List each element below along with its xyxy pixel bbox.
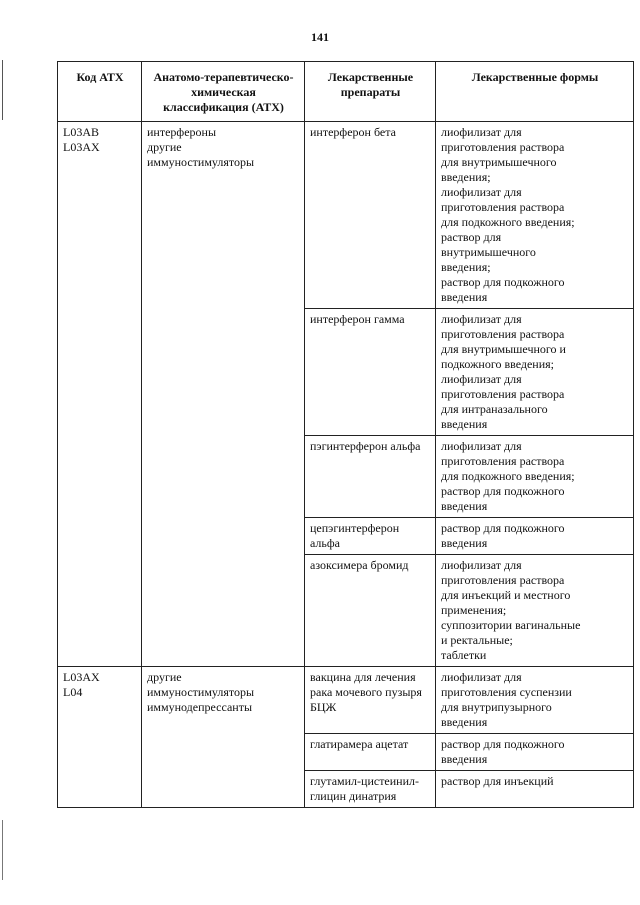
drug-name-cell <box>305 667 436 734</box>
page-number: 141 <box>311 30 329 44</box>
dosage-form-line: приготовления раствора <box>441 140 565 154</box>
dosage-form-cell <box>436 555 634 667</box>
atx-classification-line: другие <box>147 140 182 154</box>
dosage-form-line: введения; <box>441 260 491 274</box>
dosage-form-line: раствор для инъекций <box>441 774 554 788</box>
dosage-form-line: введения <box>441 290 488 304</box>
dosage-form-line: для инъекций и местного <box>441 588 571 602</box>
header-line: препараты <box>340 85 401 99</box>
dosage-form-cell <box>436 667 634 734</box>
dosage-form-line: введения <box>441 715 488 729</box>
scan-edge-mark <box>2 820 3 880</box>
dosage-form-line: раствор для подкожного <box>441 521 565 535</box>
atx-classification-line: другие <box>147 670 182 684</box>
drug-name-cell <box>305 771 436 808</box>
dosage-form-line: приготовления раствора <box>441 573 565 587</box>
drug-name-line: глицин динатрия <box>310 789 397 803</box>
dosage-form-line: раствор для подкожного <box>441 275 565 289</box>
atx-classification-line: интерфероны <box>147 125 216 139</box>
dosage-form-line: лиофилизат для <box>441 312 522 326</box>
drug-name-cell <box>305 555 436 667</box>
atx-code: L03AB <box>63 125 99 139</box>
drug-name-line: интерферон гамма <box>310 312 405 326</box>
drug-name-line: рака мочевого пузыря <box>310 685 422 699</box>
scan-edge-mark <box>2 60 3 120</box>
drug-name-cell <box>305 734 436 771</box>
dosage-form-line: приготовления раствора <box>441 454 565 468</box>
dosage-form-line: и ректальные; <box>441 633 513 647</box>
dosage-form-line: внутримышечного <box>441 245 536 259</box>
drug-name-line: цепэгинтерферон <box>310 521 400 535</box>
dosage-form-cell <box>436 309 634 436</box>
dosage-form-line: введения <box>441 417 488 431</box>
dosage-form-line: для внутримышечного <box>441 155 557 169</box>
dosage-form-cell <box>436 436 634 518</box>
atx-classification-line: иммуностимуляторы <box>147 155 255 169</box>
dosage-form-cell <box>436 518 634 555</box>
dosage-form-line: лиофилизат для <box>441 670 522 684</box>
dosage-form-line: для внутрипузырного <box>441 700 552 714</box>
atx-code-cell <box>58 667 142 808</box>
dosage-form-line: для интраназального <box>441 402 548 416</box>
table-row <box>58 667 634 734</box>
dosage-form-line: подкожного введения; <box>441 357 554 371</box>
drug-name-line: глутамил-цистеинил- <box>310 774 420 788</box>
dosage-form-line: для внутримышечного и <box>441 342 566 356</box>
dosage-form-cell <box>436 734 634 771</box>
drug-name-line: БЦЖ <box>310 700 337 714</box>
atx-classification-cell <box>142 122 305 667</box>
drug-name-line: интерферон бета <box>310 125 396 139</box>
dosage-form-line: раствор для подкожного <box>441 484 565 498</box>
drug-name-line: пэгинтерферон альфа <box>310 439 421 453</box>
drug-name-cell <box>305 122 436 309</box>
dosage-form-line: суппозитории вагинальные <box>441 618 581 632</box>
atx-classification-line: иммуностимуляторы <box>147 685 255 699</box>
header-line: Лекарственные <box>327 70 414 84</box>
header-line: химическая <box>191 85 256 99</box>
dosage-form-line: раствор для подкожного <box>441 737 565 751</box>
table-body <box>58 122 634 808</box>
dosage-form-line: лиофилизат для <box>441 372 522 386</box>
dosage-form-line: введения <box>441 752 488 766</box>
atx-table <box>57 61 634 808</box>
atx-code: L03AX <box>63 140 100 154</box>
dosage-form-line: приготовления раствора <box>441 200 565 214</box>
dosage-form-cell <box>436 771 634 808</box>
drug-name-cell <box>305 309 436 436</box>
table-row <box>58 122 634 309</box>
dosage-form-line: лиофилизат для <box>441 185 522 199</box>
dosage-form-line: введения <box>441 536 488 550</box>
header-line: Лекарственные формы <box>471 70 599 84</box>
drug-name-cell <box>305 518 436 555</box>
dosage-form-line: приготовления раствора <box>441 327 565 341</box>
atx-classification-cell <box>142 667 305 808</box>
dosage-form-line: для подкожного введения; <box>441 215 575 229</box>
header-line: Код АТХ <box>76 70 124 84</box>
atx-classification-line: иммунодепрессанты <box>147 700 253 714</box>
dosage-form-line: лиофилизат для <box>441 558 522 572</box>
atx-code: L04 <box>63 685 83 699</box>
dosage-form-line: введения <box>441 499 488 513</box>
header-line: Анатомо-терапевтическо- <box>153 70 294 84</box>
dosage-form-line: раствор для <box>441 230 502 244</box>
drug-name-line: глатирамера ацетат <box>310 737 409 751</box>
dosage-form-line: лиофилизат для <box>441 125 522 139</box>
dosage-form-line: введения; <box>441 170 491 184</box>
header-atx-classification <box>142 62 305 122</box>
dosage-form-line: приготовления суспензии <box>441 685 572 699</box>
drug-name-line: альфа <box>310 536 340 550</box>
dosage-form-line: лиофилизат для <box>441 439 522 453</box>
dosage-form-line: таблетки <box>441 648 487 662</box>
header-dosage-forms <box>436 62 634 122</box>
header-line: классификация (АТХ) <box>163 100 284 114</box>
header-drugs <box>305 62 436 122</box>
table-header-row <box>58 62 634 122</box>
atx-code-cell <box>58 122 142 667</box>
dosage-form-line: для подкожного введения; <box>441 469 575 483</box>
atx-code: L03AX <box>63 670 100 684</box>
drug-name-cell <box>305 436 436 518</box>
dosage-form-line: применения; <box>441 603 507 617</box>
dosage-form-line: приготовления раствора <box>441 387 565 401</box>
drug-name-line: азоксимера бромид <box>310 558 409 572</box>
drug-name-line: вакцина для лечения <box>310 670 416 684</box>
header-atx-code <box>58 62 142 122</box>
dosage-form-cell <box>436 122 634 309</box>
